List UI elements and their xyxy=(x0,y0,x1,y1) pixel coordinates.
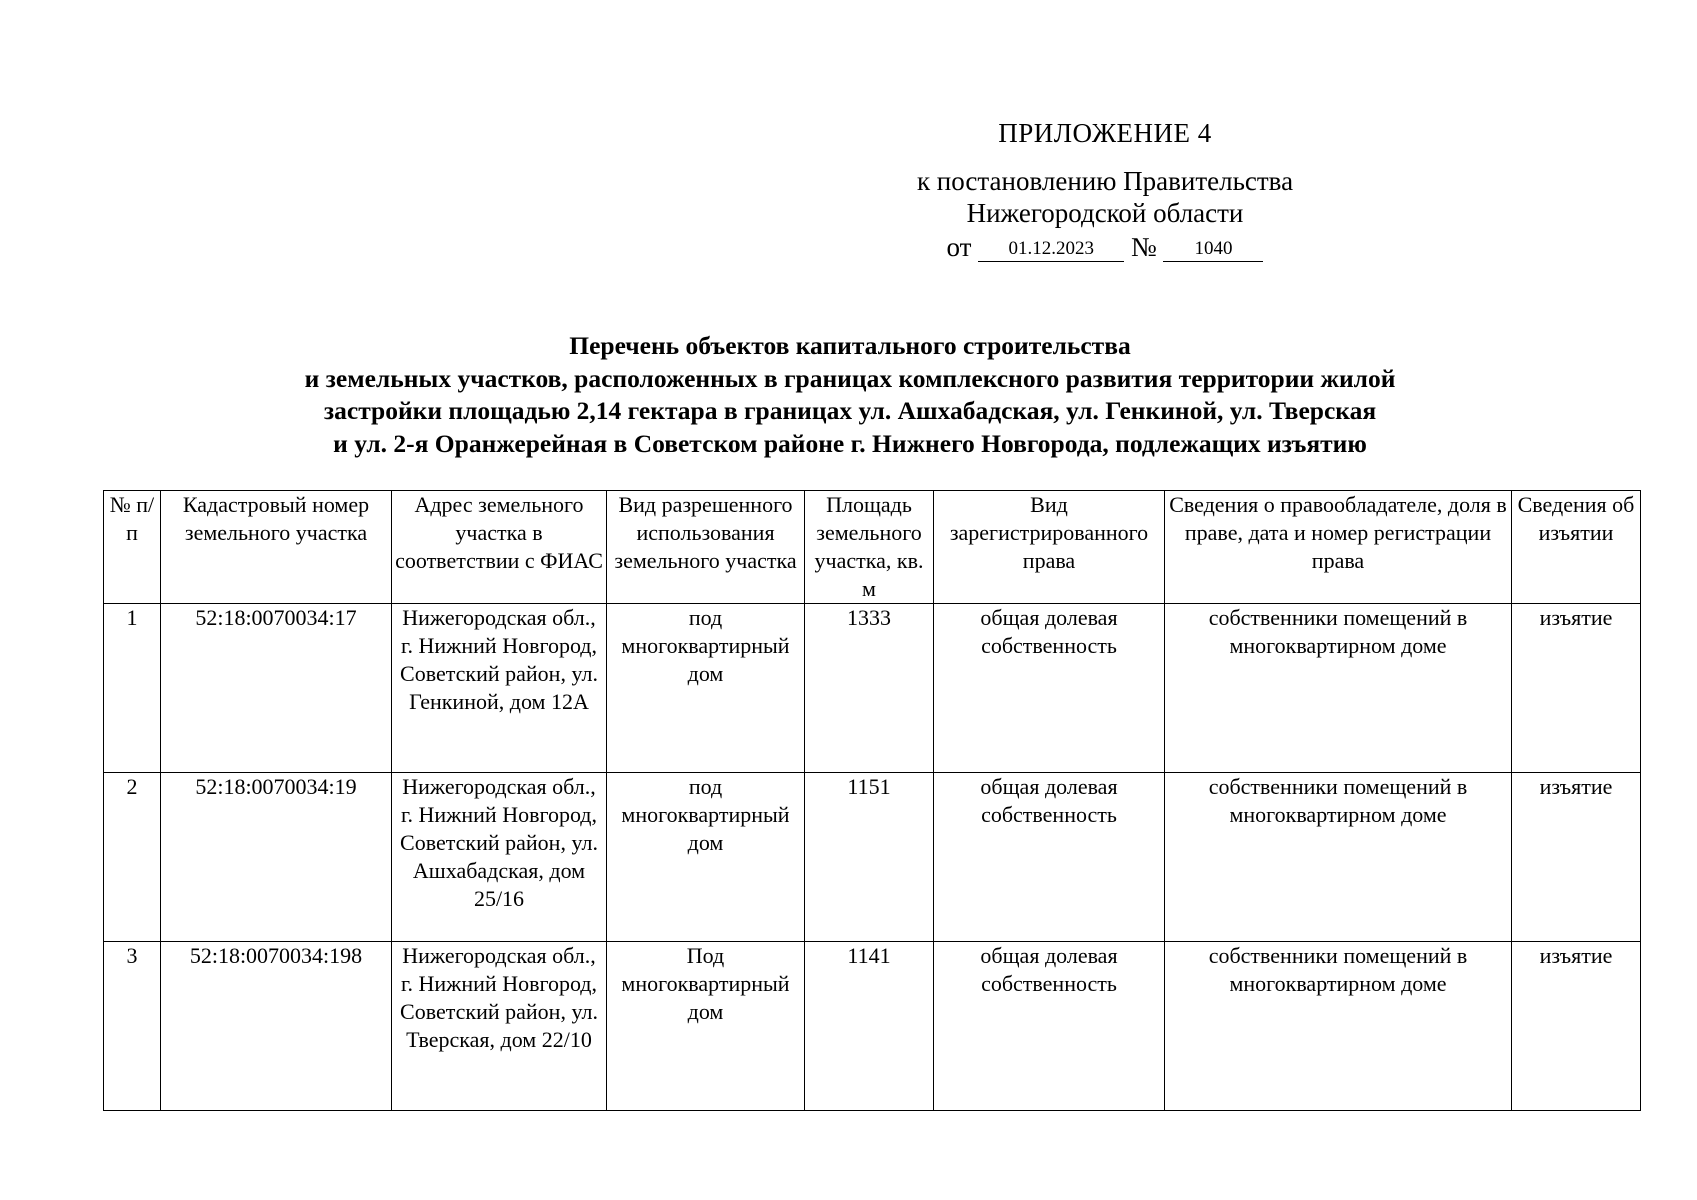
cell-area: 1333 xyxy=(805,604,934,773)
title-line-1: Перечень объектов капитального строительства xyxy=(569,331,1131,360)
resolution-date: 01.12.2023 xyxy=(978,237,1124,262)
table-row xyxy=(104,773,1641,942)
number-sign: № xyxy=(1130,232,1157,262)
cell-rights-holder: собственники помещений в многоквартирном доме xyxy=(1165,942,1512,1111)
appendix-line-2: Нижегородской области xyxy=(966,198,1244,228)
cell-permitted-use: под многоквартирный дом xyxy=(607,773,805,942)
cell-seizure: изъятие xyxy=(1512,604,1641,773)
title-line-4: и ул. 2-я Оранжерейная в Советском районе г. Нижнего Новгорода, подлежащих изъятию xyxy=(333,428,1367,458)
cell-address: Нижегородская обл., г. Нижний Новгород, Советский район, ул. Генкиной, дом 12А xyxy=(392,604,607,773)
table-row xyxy=(104,604,1641,773)
cell-cadastral-number: 52:18:0070034:19 xyxy=(161,773,392,942)
registry-table xyxy=(103,490,1641,1111)
appendix-header xyxy=(905,117,1305,263)
cell-seizure: изъятие xyxy=(1512,942,1641,1111)
cell-row-number: 3 xyxy=(104,942,161,1111)
cell-row-number: 1 xyxy=(104,604,161,773)
header-rights-holder: Сведения о правообладателе, доля в праве, дата и номер регистрации права xyxy=(1165,491,1512,604)
appendix-line-1: к постановлению Правительства xyxy=(916,166,1294,196)
header-area: Площадь земельного участка, кв. м xyxy=(805,491,934,604)
appendix-dateline xyxy=(905,231,1305,263)
cell-area: 1151 xyxy=(805,773,934,942)
cell-cadastral-number: 52:18:0070034:17 xyxy=(161,604,392,773)
header-right-type: Вид зарегистрированного права xyxy=(934,491,1165,604)
cell-row-number: 2 xyxy=(104,773,161,942)
date-prefix: от xyxy=(946,232,972,262)
appendix-title: ПРИЛОЖЕНИЕ 4 xyxy=(998,118,1212,148)
header-permitted-use: Вид разрешенного использования земельного участка xyxy=(607,491,805,604)
header-address: Адрес земельного участка в соответствии с ФИАС xyxy=(392,491,607,604)
cell-address: Нижегородская обл., г. Нижний Новгород, Советский район, ул. Ашхабадская, дом 25/16 xyxy=(392,773,607,942)
cell-right-type: общая долевая собственность xyxy=(934,942,1165,1111)
cell-right-type: общая долевая собственность xyxy=(934,604,1165,773)
resolution-number: 1040 xyxy=(1163,237,1263,262)
header-row-number: № п/п xyxy=(104,491,161,604)
cell-permitted-use: Под многоквартирный дом xyxy=(607,942,805,1111)
cell-area: 1141 xyxy=(805,942,934,1111)
cell-rights-holder: собственники помещений в многоквартирном доме xyxy=(1165,604,1512,773)
cell-rights-holder: собственники помещений в многоквартирном доме xyxy=(1165,773,1512,942)
document-title xyxy=(150,330,1550,460)
cell-permitted-use: под многоквартирный дом xyxy=(607,604,805,773)
table-row xyxy=(104,942,1641,1111)
cell-seizure: изъятие xyxy=(1512,773,1641,942)
header-seizure: Сведения об изъятии xyxy=(1512,491,1641,604)
title-line-3: застройки площадью 2,14 гектара в границах ул. Ашхабадская, ул. Генкиной, ул. Тверская xyxy=(323,396,1377,425)
title-line-2: и земельных участков, расположенных в границах комплексного развития территории жилой xyxy=(304,363,1396,393)
cell-cadastral-number: 52:18:0070034:198 xyxy=(161,942,392,1111)
header-cadastral-number: Кадастровый номер земельного участка xyxy=(161,491,392,604)
cell-address: Нижегородская обл., г. Нижний Новгород, Советский район, ул. Тверская, дом 22/10 xyxy=(392,942,607,1111)
table-header-row xyxy=(104,491,1641,604)
cell-right-type: общая долевая собственность xyxy=(934,773,1165,942)
